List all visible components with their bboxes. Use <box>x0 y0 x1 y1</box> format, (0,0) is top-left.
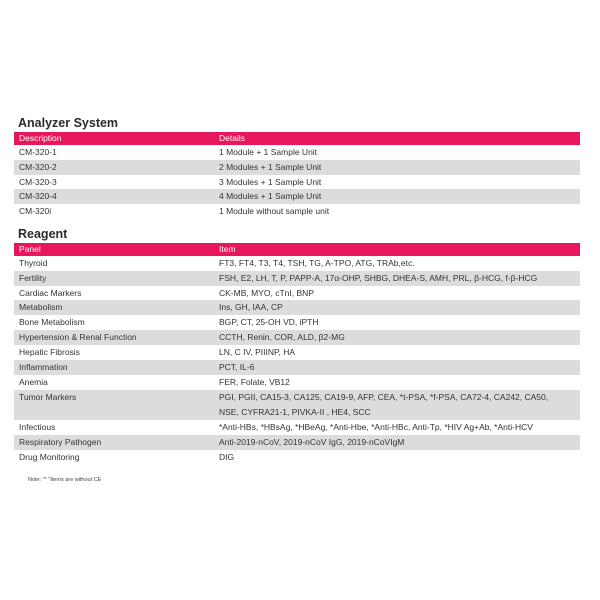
table-row <box>14 390 580 420</box>
table-row <box>14 330 580 345</box>
reagent-table <box>14 243 580 465</box>
panel-cell: Inflammation <box>14 360 214 375</box>
reagent-header-row <box>14 243 580 256</box>
table-row <box>14 160 580 175</box>
item-line: PGI, PGII, CA15-3, CA125, CA19-9, AFP, CEA, *t-PSA, *f-PSA, CA72-4, CA242, CA50, <box>219 391 549 402</box>
description-cell: CM-320-2 <box>14 160 214 175</box>
table-row <box>14 145 580 160</box>
table-row <box>14 375 580 390</box>
table-row <box>14 420 580 435</box>
item-cell: BGP, CT, 25-OH VD, iPTH <box>219 317 319 328</box>
panel-cell: Thyroid <box>19 257 48 268</box>
item-cell <box>214 390 580 420</box>
panel-cell: Cardiac Markers <box>19 287 82 298</box>
panel-cell: Infectious <box>19 421 56 432</box>
table-row <box>14 286 580 301</box>
details-cell: 1 Module + 1 Sample Unit <box>219 147 318 157</box>
details-cell: 1 Module without sample unit <box>219 206 330 216</box>
footnote: Note: "* "Items are without CE <box>28 477 102 483</box>
item-cell: Anti-2019-nCoV, 2019-nCoV IgG, 2019-nCoVIgM <box>214 435 580 450</box>
panel-cell: Metabolism <box>14 300 214 315</box>
table-row <box>14 175 580 190</box>
table-row <box>14 435 580 450</box>
item-cell: FER, Folate, VB12 <box>219 377 290 387</box>
table-row <box>14 345 580 360</box>
table-row <box>14 256 580 271</box>
item-cell: CK-MB, MYO, cTnI, BNP <box>219 287 314 298</box>
analyzer-system-title: Analyzer System <box>18 116 119 130</box>
item-cell: CCTH, Renin, COR, ALD, β2-MG <box>214 330 580 345</box>
item-cell: *Anti-HBs, *HBsAg, *HBeAg, *Anti-Hbe, *Anti-HBc, Anti-Tp, *HIV Ag+Ab, *Anti-HCV <box>219 421 533 432</box>
panel-cell: Respiratory Pathogen <box>14 435 214 450</box>
item-cell: LN, C IV, PIIINP, HA <box>219 347 296 358</box>
table-row <box>14 300 580 315</box>
panel-cell: Hypertension & Renal Function <box>14 330 214 345</box>
header-details: Details <box>214 132 580 145</box>
header-item: Item <box>214 243 580 256</box>
panel-cell: Drug Monitoring <box>19 451 80 462</box>
panel-cell: Tumor Markers <box>14 390 214 420</box>
header-description: Description <box>14 132 214 145</box>
panel-cell: Fertility <box>14 271 214 286</box>
details-cell: 4 Modules + 1 Sample Unit <box>214 189 580 204</box>
panel-cell: Anemia <box>19 377 48 387</box>
item-cell: Ins, GH, IAA, CP <box>214 300 580 315</box>
table-row <box>14 360 580 375</box>
details-cell: 3 Modules + 1 Sample Unit <box>219 176 322 187</box>
item-cell: PCT, IL-6 <box>214 360 580 375</box>
table-row <box>14 450 580 465</box>
details-cell: 2 Modules + 1 Sample Unit <box>214 160 580 175</box>
description-cell: CM-320-1 <box>19 147 57 157</box>
analyzer-system-table <box>14 132 580 219</box>
description-cell: CM-320i <box>19 206 52 216</box>
table-row <box>14 315 580 330</box>
table-row <box>14 204 580 219</box>
table-row <box>14 189 580 204</box>
item-cell: FSH, E2, LH, T, P, PAPP-A, 17α-OHP, SHBG, DHEA-S, AMH, PRL, β-HCG, f-β-HCG <box>214 271 580 286</box>
item-cell: FT3, FT4, T3, T4, TSH, TG, A-TPO, ATG, TRAb,etc. <box>219 257 415 268</box>
header-panel: Panel <box>14 243 214 256</box>
panel-cell: Bone Metabolism <box>19 317 85 328</box>
reagent-title: Reagent <box>18 226 68 241</box>
description-cell: CM-320-4 <box>14 189 214 204</box>
item-cell: DIG <box>219 451 235 462</box>
document-content <box>14 114 580 464</box>
item-line: NSE, CYFRA21-1, PIVKA-II , HE4, SCC <box>219 406 371 417</box>
panel-cell: Hepatic Fibrosis <box>19 347 80 358</box>
table-row <box>14 271 580 286</box>
analyzer-header-row <box>14 132 580 145</box>
description-cell: CM-320-3 <box>19 176 57 187</box>
